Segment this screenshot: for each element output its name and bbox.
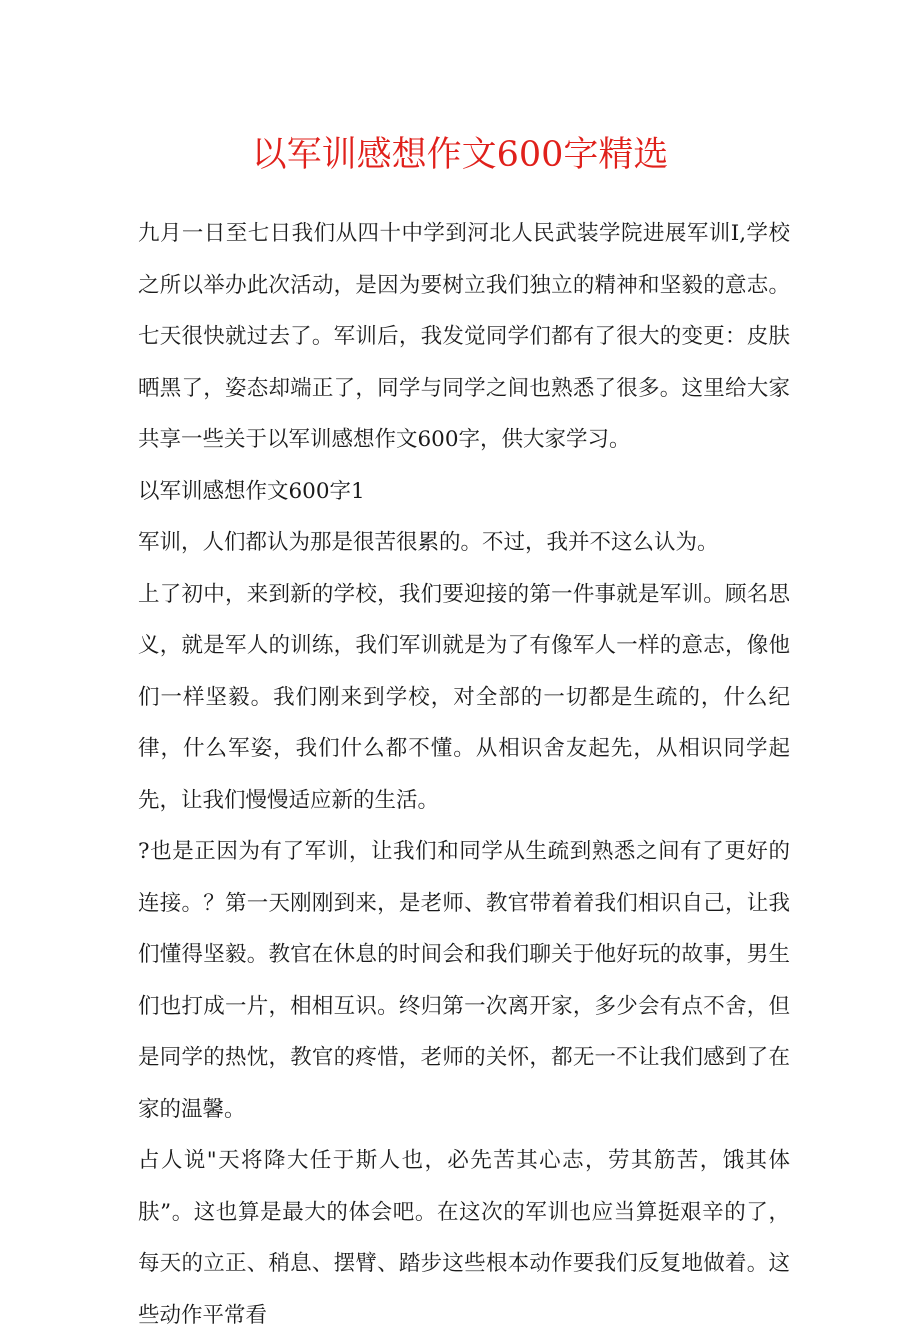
- paragraph-intro: 九月一日至七日我们从四十中学到河北人民武装学院进展军训I,学校之所以举办此次活动，是因为要树立我们独立的精神和坚毅的意志。七天很快就过去了。军训后，我发觉同学们都有了很大的变更：皮肤晒黑了，姿态却端正了，同学与同学之间也熟悉了很多。这里给大家共享一些关于以军训感想作文600字，供大家学习。: [138, 221, 790, 452]
- paragraph: 军训，人们都认为那是很苦很累的。不过，我并不这么认为。: [138, 530, 719, 555]
- paragraph: 占人说"天将降大任于斯人也，必先苦其心志，劳其筋苦，饿其体肤”。这也算是最大的体会吧。在这次的军训也应当算挺艰辛的了，每天的立正、稍息、摆臂、踏步这些根本动作要我们反复地做着。这些动作平常看: [138, 1148, 790, 1328]
- section-heading: 以军训感想作文600字1: [138, 478, 365, 504]
- paragraph: ?也是正因为有了军训，让我们和同学从生疏到熟悉之间有了更好的连接。？第一天刚刚到来，是老师、教官带着着我们相识自己，让我们懂得坚毅。教官在休息的时间会和我们聊关于他好玩的故事，男生们也打成一片，相相互识。终归第一次离开家，多少会有点不舍，但是同学的热忱，教官的疼惜，老师的关怀，都无一不让我们感到了在家的温馨。: [138, 839, 790, 1122]
- document-title: 以军训感想作文600字精选: [251, 135, 669, 175]
- paragraph: 上了初中，来到新的学校，我们要迎接的第一件事就是军训。顾名思义，就是军人的训练，我们军训就是为了有像军人一样的意志，像他们一样坚毅。我们刚来到学校，对全部的一切都是生疏的，什么纪律，什么军姿，我们什么都不懂。从相识舍友起先，从相识同学起先，让我们慢慢适应新的生活。: [138, 581, 790, 813]
- document-body: [138, 208, 790, 1341]
